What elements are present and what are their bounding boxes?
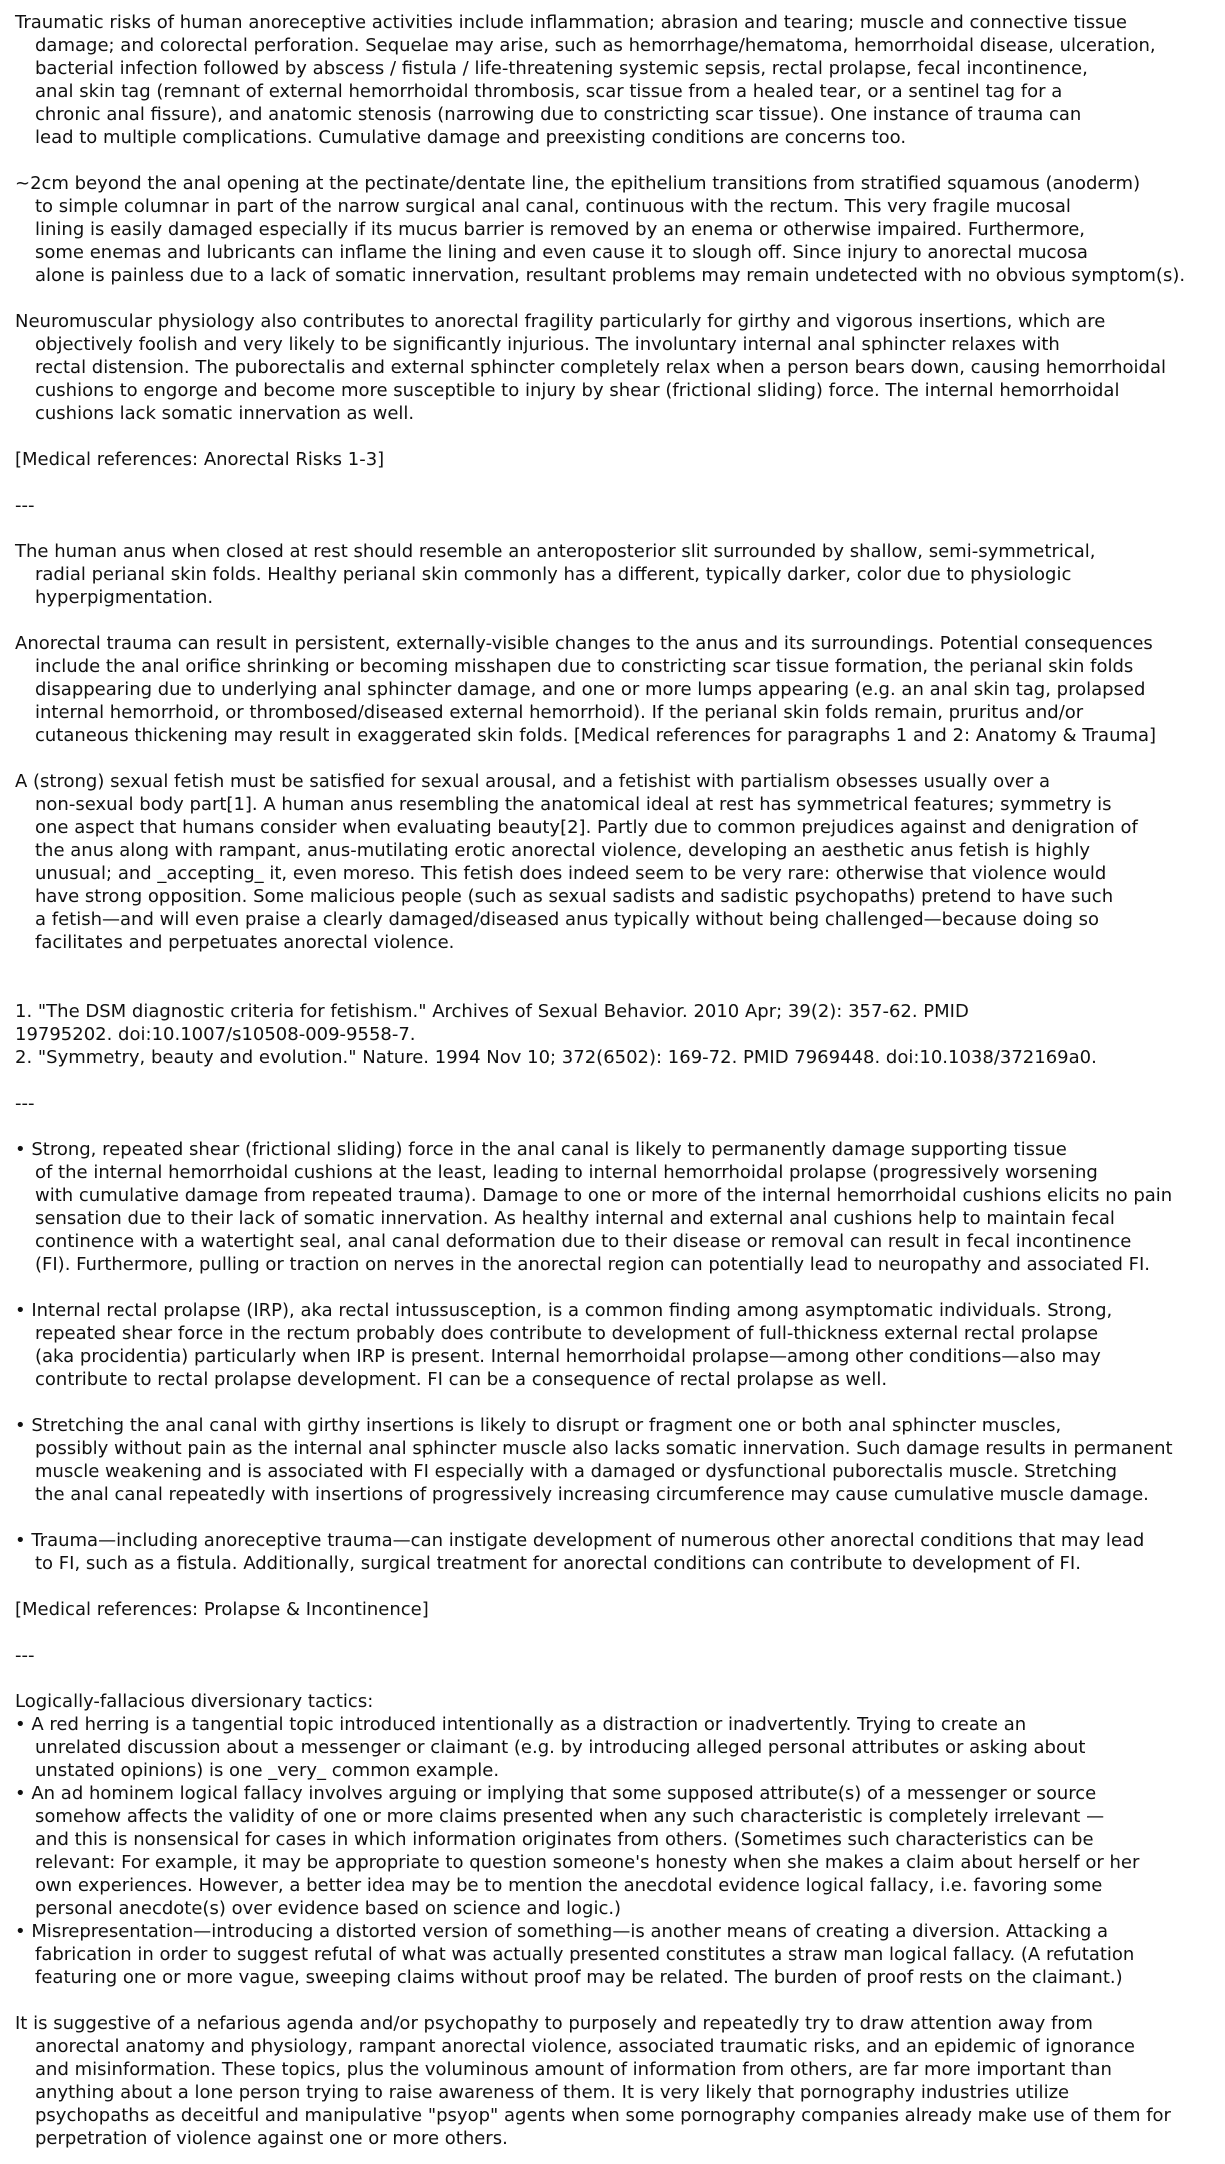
text-line: anal skin tag (remnant of external hemorrhoidal thrombosis, scar tissue from a healed tear, or a sentinel tag for a xyxy=(35,81,1063,102)
text-line: objectively foolish and very likely to be significantly injurious. The involuntary internal anal sphincter relaxes with xyxy=(35,334,1060,355)
text-line: sensation due to their lack of somatic innervation. As healthy internal and external anal cushions help to maintain fecal xyxy=(35,1208,1115,1229)
text-line: --- xyxy=(15,495,35,516)
text-line: 1. "The DSM diagnostic criteria for fetishism." Archives of Sexual Behavior. 2010 Apr; 39(2): 357-62. PMID xyxy=(15,1001,969,1022)
text-line: radial perianal skin folds. Healthy perianal skin commonly has a different, typically darker, color due to physiologic xyxy=(35,564,1072,585)
paragraph xyxy=(15,448,1211,471)
text-line: include the anal orifice shrinking or becoming misshapen due to constricting scar tissue formation, the perianal skin folds xyxy=(35,656,1134,677)
text-line: 19795202. doi:10.1007/s10508-009-9558-7. xyxy=(15,1024,416,1045)
text-line: hyperpigmentation. xyxy=(35,587,214,608)
text-line: featuring one or more vague, sweeping claims without proof may be related. The burden of proof rests on the claimant.) xyxy=(35,1967,1123,1988)
text-line: non-sexual body part[1]. A human anus resembling the anatomical ideal at rest has symmetrical features; symmetry is xyxy=(35,794,1112,815)
text-line: repeated shear force in the rectum probably does contribute to development of full-thickness external rectal prolapse xyxy=(35,1323,1099,1344)
text-line: Traumatic risks of human anoreceptive activities include inflammation; abrasion and tearing; muscle and connective tissue xyxy=(15,12,1127,33)
text-line: anything about a lone person trying to raise awareness of them. It is very likely that pornography industries utilize xyxy=(35,2082,1070,2103)
text-line: internal hemorrhoid, or thrombosed/diseased external hemorrhoid). If the perianal skin folds remain, pruritus and/or xyxy=(35,702,1084,723)
text-line: cushions to engorge and become more susceptible to injury by shear (frictional sliding) force. The internal hemorrhoidal xyxy=(35,380,1120,401)
text-line: the anal canal repeatedly with insertions of progressively increasing circumference may cause cumulative muscle damage. xyxy=(35,1484,1149,1505)
text-line: • Internal rectal prolapse (IRP), aka rectal intussusception, is a common finding among asymptomatic individuals. Strong, xyxy=(15,1300,1113,1321)
text-line: with cumulative damage from repeated trauma). Damage to one or more of the internal hemorrhoidal cushions elicits no pain xyxy=(35,1185,1173,1206)
paragraph xyxy=(15,172,1211,287)
text-line: Logically-fallacious diversionary tactics: xyxy=(15,1691,374,1712)
paragraph xyxy=(15,770,1211,954)
text-line: cutaneous thickening may result in exaggerated skin folds. [Medical references for paragraphs 1 and 2: Anatomy & Trauma] xyxy=(35,725,1157,746)
paragraph xyxy=(15,632,1211,747)
text-line: ~2cm beyond the anal opening at the pectinate/dentate line, the epithelium transitions from stratified squamous (anoderm) xyxy=(15,173,1141,194)
text-line: • Strong, repeated shear (frictional sliding) force in the anal canal is likely to permanently damage supporting tissue xyxy=(15,1139,1067,1160)
text-line: Anorectal trauma can result in persistent, externally-visible changes to the anus and its surroundings. Potential consequences xyxy=(15,633,1153,654)
paragraph xyxy=(15,1529,1211,1575)
text-line: to FI, such as a fistula. Additionally, surgical treatment for anorectal conditions can contribute to development of FI. xyxy=(35,1553,1081,1574)
paragraph xyxy=(15,494,1211,517)
text-line: and misinformation. These topics, plus the voluminous amount of information from others, are far more important than xyxy=(35,2059,1112,2080)
text-line: anorectal anatomy and physiology, rampant anorectal violence, associated traumatic risks, and an epidemic of ignorance xyxy=(35,2036,1135,2057)
text-line: the anus along with rampant, anus-mutilating erotic anorectal violence, developing an aesthetic anus fetish is highly xyxy=(35,840,1090,861)
text-line: alone is painless due to a lack of somatic innervation, resultant problems may remain undetected with no obvious symptom(s). xyxy=(35,265,1186,286)
text-line: personal anecdote(s) over evidence based on science and logic.) xyxy=(35,1898,622,1919)
text-line: unusual; and _accepting_ it, even moreso. This fetish does indeed seem to be very rare: otherwise that violence would xyxy=(35,863,1107,884)
text-line: (FI). Furthermore, pulling or traction on nerves in the anorectal region can potentially lead to neuropathy and associated FI. xyxy=(35,1254,1150,1275)
text-line: • Trauma—including anoreceptive trauma—can instigate development of numerous other anorectal conditions that may lead xyxy=(15,1530,1145,1551)
text-line: and this is nonsensical for cases in which information originates from others. (Sometimes such characteristics can be xyxy=(35,1829,1094,1850)
text-line: 2. "Symmetry, beauty and evolution." Nature. 1994 Nov 10; 372(6502): 169-72. PMID 7969448. doi:10.1038/372169a0. xyxy=(15,1047,1097,1068)
text-line: possibly without pain as the internal anal sphincter muscle also lacks somatic innervation. Such damage results in permanent xyxy=(35,1438,1173,1459)
text-line: facilitates and perpetuates anorectal violence. xyxy=(35,932,455,953)
paragraph xyxy=(15,1138,1211,1276)
text-line: lead to multiple complications. Cumulative damage and preexisting conditions are concerns too. xyxy=(35,127,907,148)
text-line: A (strong) sexual fetish must be satisfied for sexual arousal, and a fetishist with partialism obsesses usually over a xyxy=(15,771,1051,792)
text-line: --- xyxy=(15,1645,35,1666)
text-line: unrelated discussion about a messenger or claimant (e.g. by introducing alleged personal attributes or asking about xyxy=(35,1737,1086,1758)
text-line: --- xyxy=(15,1093,35,1114)
text-line: disappearing due to underlying anal sphincter damage, and one or more lumps appearing (e.g. an anal skin tag, prolapsed xyxy=(35,679,1146,700)
text-line: It is suggestive of a nefarious agenda and/or psychopathy to purposely and repeatedly try to draw attention away from xyxy=(15,2013,1093,2034)
text-line: • Misrepresentation—introducing a distorted version of something—is another means of creating a diversion. Attacking a xyxy=(15,1921,1109,1942)
text-line: relevant: For example, it may be appropriate to question someone's honesty when she makes a claim about herself or her xyxy=(35,1852,1140,1873)
text-line: unstated opinions) is one _very_ common example. xyxy=(35,1760,500,1781)
text-line: damage; and colorectal perforation. Sequelae may arise, such as hemorrhage/hematoma, hemorrhoidal disease, ulceration, xyxy=(35,35,1156,56)
text-line: • Stretching the anal canal with girthy insertions is likely to disrupt or fragment one or both anal sphincter muscles, xyxy=(15,1415,1062,1436)
paragraph xyxy=(15,11,1211,149)
spacer xyxy=(15,977,1211,1000)
text-line: • A red herring is a tangential topic introduced intentionally as a distraction or inadvertently. Trying to create an xyxy=(15,1714,1027,1735)
text-line: [Medical references: Prolapse & Incontinence] xyxy=(15,1599,429,1620)
text-line: The human anus when closed at rest should resemble an anteroposterior slit surrounded by shallow, semi-symmetrical, xyxy=(15,541,1096,562)
paragraph xyxy=(15,1000,1211,1069)
text-line: have strong opposition. Some malicious people (such as sexual sadists and sadistic psychopaths) pretend to have such xyxy=(35,886,1114,907)
text-line: continence with a watertight seal, anal canal deformation due to their disease or removal can result in fecal incontinence xyxy=(35,1231,1132,1252)
text-line: muscle weakening and is associated with FI especially with a damaged or dysfunctional puborectalis muscle. Stretching xyxy=(35,1461,1118,1482)
text-line: • An ad hominem logical fallacy involves arguing or implying that some supposed attribute(s) of a messenger or source xyxy=(15,1783,1097,1804)
paragraph xyxy=(15,540,1211,609)
paragraph xyxy=(15,1092,1211,1115)
text-line: cushions lack somatic innervation as well. xyxy=(35,403,415,424)
text-line: chronic anal fissure), and anatomic stenosis (narrowing due to constricting scar tissue). One instance of trauma can xyxy=(35,104,1082,125)
paragraph xyxy=(15,2012,1211,2150)
text-line: psychopaths as deceitful and manipulative "psyop" agents when some pornography companies already make use of them for xyxy=(35,2105,1171,2126)
text-line: lining is easily damaged especially if its mucus barrier is removed by an enema or otherwise impaired. Furthermore, xyxy=(35,219,1086,240)
paragraph xyxy=(15,1598,1211,1621)
text-line: (aka procidentia) particularly when IRP is present. Internal hemorrhoidal prolapse—among other conditions—also may xyxy=(35,1346,1101,1367)
text-line: rectal distension. The puborectalis and external sphincter completely relax when a person bears down, causing hemorrhoidal xyxy=(35,357,1166,378)
paragraph xyxy=(15,1690,1211,1989)
text-line: contribute to rectal prolapse development. FI can be a consequence of rectal prolapse as well. xyxy=(35,1369,888,1390)
text-line: [Medical references: Anorectal Risks 1-3] xyxy=(15,449,385,470)
text-line: fabrication in order to suggest refutal of what was actually presented constitutes a straw man logical fallacy. (A refutation xyxy=(35,1944,1135,1965)
paragraph xyxy=(15,310,1211,425)
text-line: perpetration of violence against one or more others. xyxy=(35,2128,508,2149)
text-line: to simple columnar in part of the narrow surgical anal canal, continuous with the rectum. This very fragile mucosal xyxy=(35,196,1071,217)
paragraph xyxy=(15,1644,1211,1667)
paragraph xyxy=(15,1299,1211,1391)
text-line: of the internal hemorrhoidal cushions at the least, leading to internal hemorrhoidal prolapse (progressively worsening xyxy=(35,1162,1098,1183)
paragraph xyxy=(15,1414,1211,1506)
text-line: own experiences. However, a better idea may be to mention the anecdotal evidence logical fallacy, i.e. favoring some xyxy=(35,1875,1103,1896)
text-line: some enemas and lubricants can inflame the lining and even cause it to slough off. Since injury to anorectal mucosa xyxy=(35,242,1088,263)
text-line: somehow affects the validity of one or more claims presented when any such characteristic is completely irrelevant — xyxy=(35,1806,1105,1827)
text-line: a fetish—and will even praise a clearly damaged/diseased anus typically without being challenged—because doing so xyxy=(35,909,1100,930)
text-line: Neuromuscular physiology also contributes to anorectal fragility particularly for girthy and vigorous insertions, which are xyxy=(15,311,1106,332)
text-line: one aspect that humans consider when evaluating beauty[2]. Partly due to common prejudices against and denigration of xyxy=(35,817,1138,838)
text-line: bacterial infection followed by abscess / fistula / life-threatening systemic sepsis, rectal prolapse, fecal incontinence, xyxy=(35,58,1088,79)
